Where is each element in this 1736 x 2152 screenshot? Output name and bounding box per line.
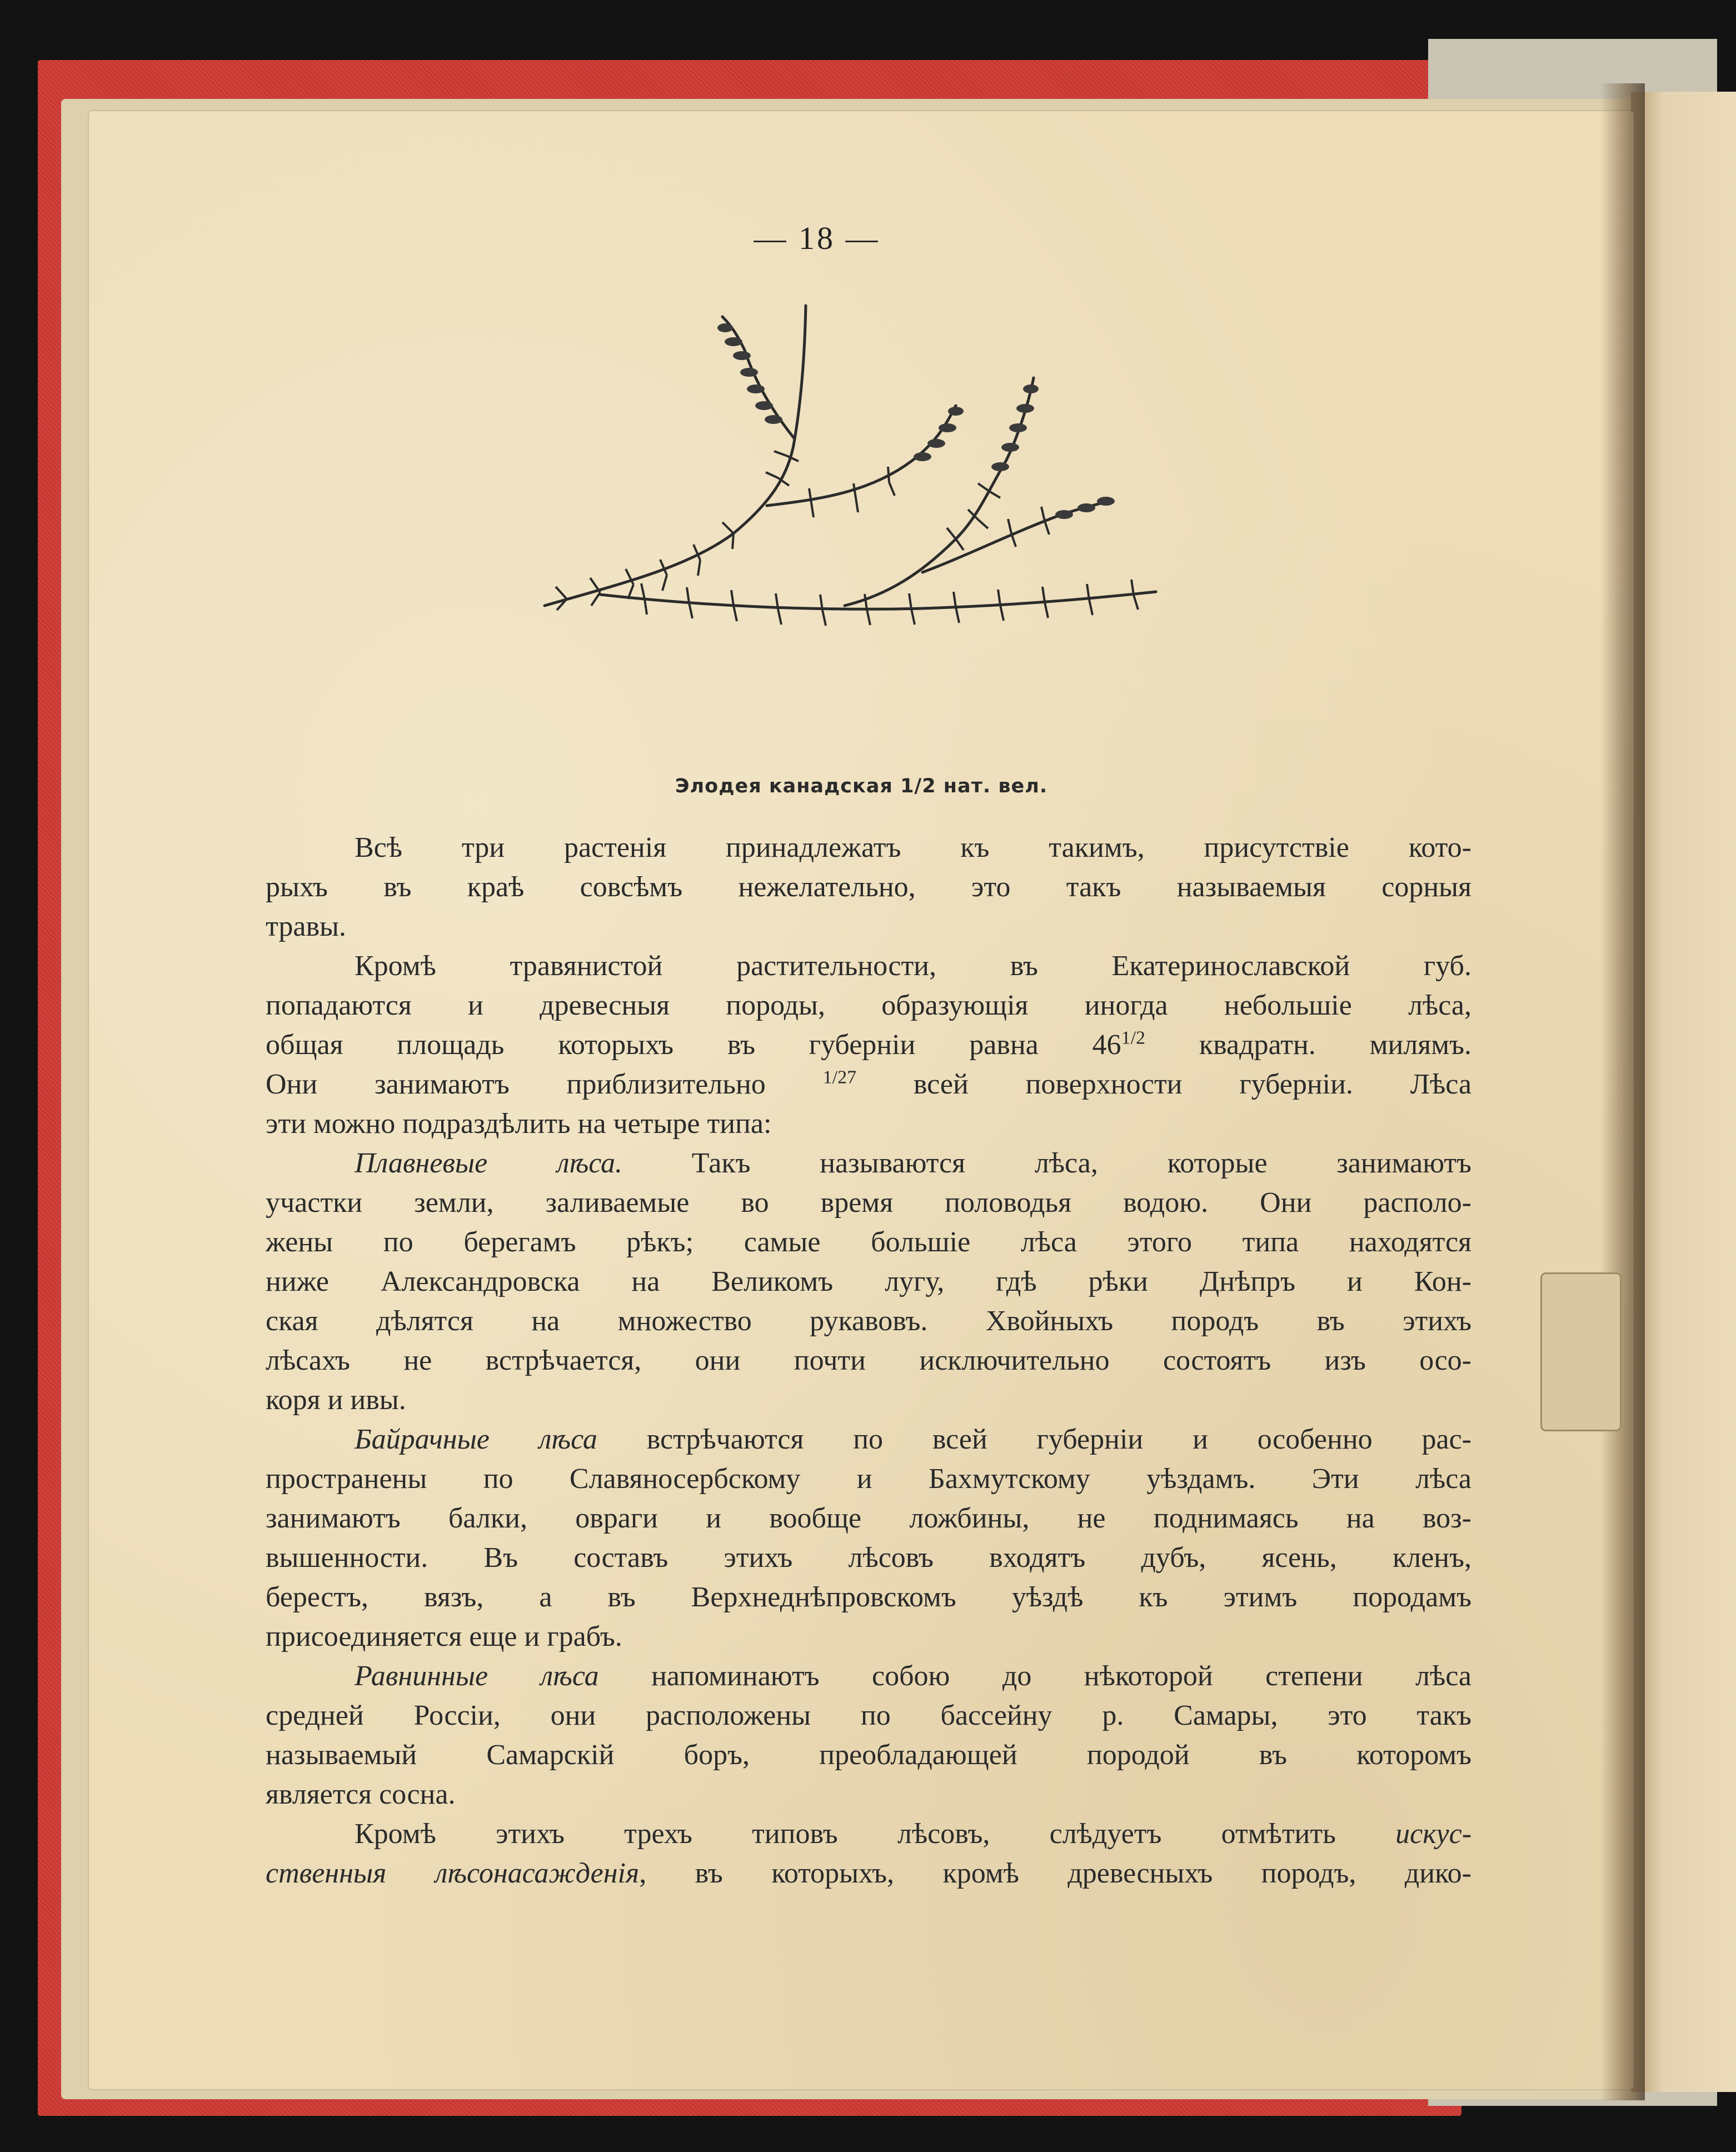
text-line: Плавневые лѣса. Такъ называются лѣса, которые занимаютъ — [355, 1147, 1471, 1179]
text-line: общая площадь которыхъ въ губерніи равна $46^{1/2}$ квадратн. милямъ. — [266, 1027, 1471, 1061]
text-line: ственныя лѣсонасажденія, въ которыхъ, кромѣ древесныхъ породъ, дико- — [266, 1858, 1471, 1889]
text-line: коря и ивы. — [266, 1384, 406, 1416]
text-line: вышенности. Въ составъ этихъ лѣсовъ входятъ дубъ, ясень, кленъ, — [266, 1542, 1471, 1574]
text-line: ниже Александровска на Великомъ лугу, гдѣ рѣки Днѣпръ и Кон- — [266, 1266, 1471, 1297]
forest-type-heading: Равнинные лѣса — [355, 1660, 599, 1692]
fraction: 1/27 — [822, 1067, 857, 1088]
text-line: средней Россіи, они расположены по бассейну р. Самары, это такъ — [266, 1700, 1471, 1731]
figure-caption: Элодея канадская 1/2 нат. вел. — [675, 775, 1048, 797]
text-line: является сосна. — [266, 1779, 456, 1810]
text-line: жены по берегамъ рѣкъ; самые большіе лѣса этого типа находятся — [266, 1226, 1471, 1258]
text-line: Байрачные лѣса встрѣчаются по всей губерніи и особенно рас- — [355, 1424, 1471, 1455]
forest-type-heading: ственныя лѣсонасажденія — [266, 1858, 640, 1889]
page-gutter — [1600, 83, 1645, 2100]
text-line: присоединяется еще и грабъ. — [266, 1621, 622, 1652]
text-line: Всѣ три растенія принадлежатъ къ такимъ, присутствіе кото- — [355, 832, 1471, 863]
facing-page-edge — [1631, 92, 1736, 2092]
text-line: называемый Самарскій боръ, преобладающей породой въ которомъ — [266, 1739, 1471, 1771]
text-line: Кромѣ этихъ трехъ типовъ лѣсовъ, слѣдуетъ отмѣтить искус- — [355, 1818, 1471, 1850]
text-line: эти можно подраздѣлить на четыре типа: — [266, 1108, 772, 1140]
text-line: берестъ, вязъ, а въ Верхнеднѣпровскомъ уѣздѣ къ этимъ породамъ — [266, 1581, 1471, 1613]
body-text — [266, 828, 1471, 1893]
caption-fraction: 1/2 — [900, 775, 936, 797]
forest-type-heading: Байрачные лѣса — [355, 1424, 597, 1455]
text-line: рыхъ въ краѣ совсѣмъ нежелательно, это такъ называемыя сорныя — [266, 871, 1471, 903]
text-line: занимаютъ балки, овраги и вообще ложбины, не поднимаясь на воз- — [266, 1502, 1471, 1534]
page-number: — 18 — — [754, 220, 880, 256]
elodea-illustration — [533, 294, 1200, 750]
text-line: травы. — [266, 911, 346, 942]
text-line: ская дѣлятся на множество рукавовъ. Хвойныхъ породъ въ этихъ — [266, 1305, 1471, 1337]
text-line: лѣсахъ не встрѣчается, они почти исключительно состоятъ изъ осо- — [266, 1345, 1471, 1376]
text-line: попадаются и древесныя породы, образующія иногда небольшіе лѣса, — [266, 990, 1471, 1021]
torn-binding-patch — [1540, 1272, 1622, 1431]
forest-type-heading: искус- — [1395, 1818, 1471, 1850]
fraction: 1/2 — [1121, 1027, 1146, 1048]
text-line: участки земли, заливаемые во время половодья водою. Они располо- — [266, 1187, 1471, 1219]
text-line: Кромѣ травянистой растительности, въ Екатеринославской губ. — [355, 950, 1471, 982]
text-line: пространены по Славяносербскому и Бахмутскому уѣздамъ. Эти лѣса — [266, 1463, 1471, 1495]
text-line: Равнинные лѣса напоминаютъ собою до нѣкоторой степени лѣса — [355, 1660, 1471, 1692]
text-line: Они занимаютъ приблизительно $^{1/27}$ всей поверхности губерніи. Лѣса — [266, 1067, 1471, 1100]
forest-type-heading: Плавневые лѣса. — [355, 1147, 623, 1179]
